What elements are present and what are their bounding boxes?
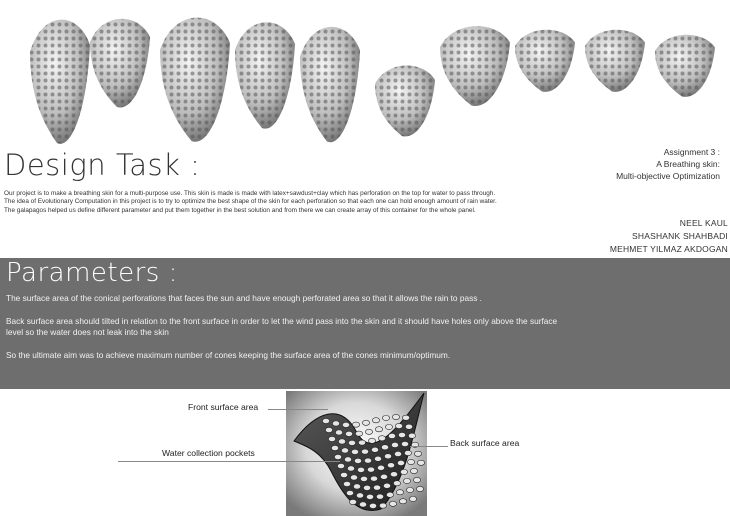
cone-perforation (390, 472, 397, 477)
cone-perforation (405, 424, 412, 429)
author-name: SHASHANK SHAHBADI (632, 231, 728, 241)
render-perforations (515, 30, 575, 92)
render-perforations (375, 65, 435, 136)
cone-perforation (347, 466, 354, 471)
cone-perforation (392, 414, 399, 419)
leader-line-back (410, 446, 448, 447)
intro-text (4, 190, 614, 215)
cone-perforation (355, 431, 362, 436)
cone-perforation (338, 439, 345, 444)
cone-perforation (386, 492, 393, 497)
cone-perforation (348, 440, 355, 445)
cone-perforation (375, 427, 382, 432)
leader-line-water (118, 461, 340, 462)
render-perforations (655, 35, 715, 97)
cone-perforation (395, 423, 402, 428)
cone-perforation (346, 490, 353, 495)
cone-perforation (408, 433, 415, 438)
cone-perforation (345, 431, 352, 436)
cone-perforation (384, 454, 391, 459)
cone-perforation (359, 502, 366, 507)
cone-perforation (416, 486, 423, 491)
cone-perforation (391, 442, 398, 447)
cone-perforation (403, 478, 410, 483)
cone-perforation (372, 418, 379, 423)
cone-perforation (332, 421, 339, 426)
cone-perforation (383, 483, 390, 488)
cone-perforation (354, 458, 361, 463)
intro-paragraph: The idea of Evolutionary Computation in this project is to try to optimize the best shape of the skin for each perforation so that each one can hold enough amount of rain water. (4, 198, 497, 206)
cone-perforation (399, 499, 406, 504)
cone-perforation (360, 476, 367, 481)
cone-perforation (381, 445, 388, 450)
cone-perforation (400, 469, 407, 474)
render-perforations (235, 22, 295, 128)
cone-perforation (356, 493, 363, 498)
cone-perforation (342, 422, 349, 427)
cone-perforation (341, 448, 348, 453)
cone-perforation (407, 459, 414, 464)
assignment-info (616, 146, 720, 182)
cone-perforation (409, 496, 416, 501)
cone-perforation (362, 420, 369, 425)
cone-perforation (363, 485, 370, 490)
leader-line-front (268, 409, 328, 410)
cone-perforation (398, 432, 405, 437)
cone-perforation (337, 463, 344, 468)
cone-perforation (387, 463, 394, 468)
label-front-surface: Front surface area (188, 402, 259, 412)
assignment-line: Multi-objective Optimization (616, 171, 720, 181)
parameters-text (6, 293, 566, 372)
cone-perforation (389, 501, 396, 506)
cone-perforation (351, 449, 358, 454)
intro-paragraph: The galapagos helped us define different parameter and put them together in the best solution and from there we can create array of this container for the whole panel. (4, 206, 476, 214)
authors (610, 217, 728, 256)
cone-perforation (350, 475, 357, 480)
cone-perforation (365, 429, 372, 434)
assignment-line: Assignment 3 : (663, 147, 720, 157)
iteration-renders (0, 0, 730, 152)
parameter-paragraph: So the ultimate aim was to achieve maximum number of cones keeping the surface area of the cones minimum/optimum. (6, 349, 451, 360)
label-back-surface: Back surface area (450, 438, 520, 448)
cone-perforation (371, 447, 378, 452)
cone-perforation (369, 503, 376, 508)
label-water-pockets: Water collection pockets (162, 448, 255, 458)
parameter-paragraph: The surface area of the conical perforations that faces the sun and have enough perforated area so that it allows the rain to pass . (6, 293, 482, 303)
cone-perforation (379, 503, 386, 508)
cone-perforation (376, 494, 383, 499)
cone-perforation (344, 457, 351, 462)
cone-perforation (388, 433, 395, 438)
author-name: NEEL KAUL (679, 218, 728, 228)
render-perforations (585, 30, 645, 92)
render-perforations (440, 26, 510, 106)
cone-perforation (393, 481, 400, 486)
cone-perforation (357, 467, 364, 472)
cone-perforation (382, 415, 389, 420)
cone-perforation (377, 465, 384, 470)
cone-perforation (361, 449, 368, 454)
page-title: Design Task : (4, 148, 201, 182)
cone-perforation (397, 460, 404, 465)
cone-perforation (343, 481, 350, 486)
cone-perforation (366, 494, 373, 499)
cone-perforation (364, 458, 371, 463)
parameter-paragraph: Back surface area should tilted in relation to the front surface in order to let the wind pass into the skin and it should have holes only above the surface level so the water does not leak into the skin (6, 315, 558, 338)
cone-perforation (413, 477, 420, 482)
assignment-line: A Breathing skin: (656, 159, 720, 169)
cone-perforation (401, 441, 408, 446)
cone-perforation (368, 438, 375, 443)
parameters-title: Parameters : (6, 258, 178, 288)
render-perforations (160, 18, 230, 142)
render-perforations (30, 20, 90, 144)
cone-perforation (352, 422, 359, 427)
cone-perforation (414, 451, 421, 456)
cone-perforation (417, 460, 424, 465)
cone-perforation (402, 415, 409, 420)
cone-perforation (385, 424, 392, 429)
cone-perforation (406, 487, 413, 492)
cone-perforation (370, 476, 377, 481)
cone-perforation (358, 440, 365, 445)
cone-perforation (374, 456, 381, 461)
cone-perforation (410, 468, 417, 473)
cone-perforation (373, 485, 380, 490)
cone-perforation (367, 467, 374, 472)
cone-perforation (394, 451, 401, 456)
cone-perforation (334, 454, 341, 459)
cone-perforation (378, 436, 385, 441)
render-perforations (300, 27, 360, 142)
cone-perforation (322, 418, 329, 423)
cone-perforation (396, 490, 403, 495)
cone-perforation (331, 445, 338, 450)
cone-perforation (335, 430, 342, 435)
cone-perforation (404, 450, 411, 455)
author-name: MEHMET YILMAZ AKDOGAN (609, 244, 728, 254)
cone-perforation (349, 499, 356, 504)
cone-perforation (328, 436, 335, 441)
cone-perforation (380, 474, 387, 479)
cone-perforation (353, 484, 360, 489)
intro-paragraph: Our project is to make a breathing skin for a multi-purpose use. This skin is made is made with latex+sawdust+clay which has perforation on the top for water to pass through. (4, 190, 496, 197)
cone-perforation (340, 472, 347, 477)
cone-perforation (325, 427, 332, 432)
render-perforations (90, 19, 150, 108)
